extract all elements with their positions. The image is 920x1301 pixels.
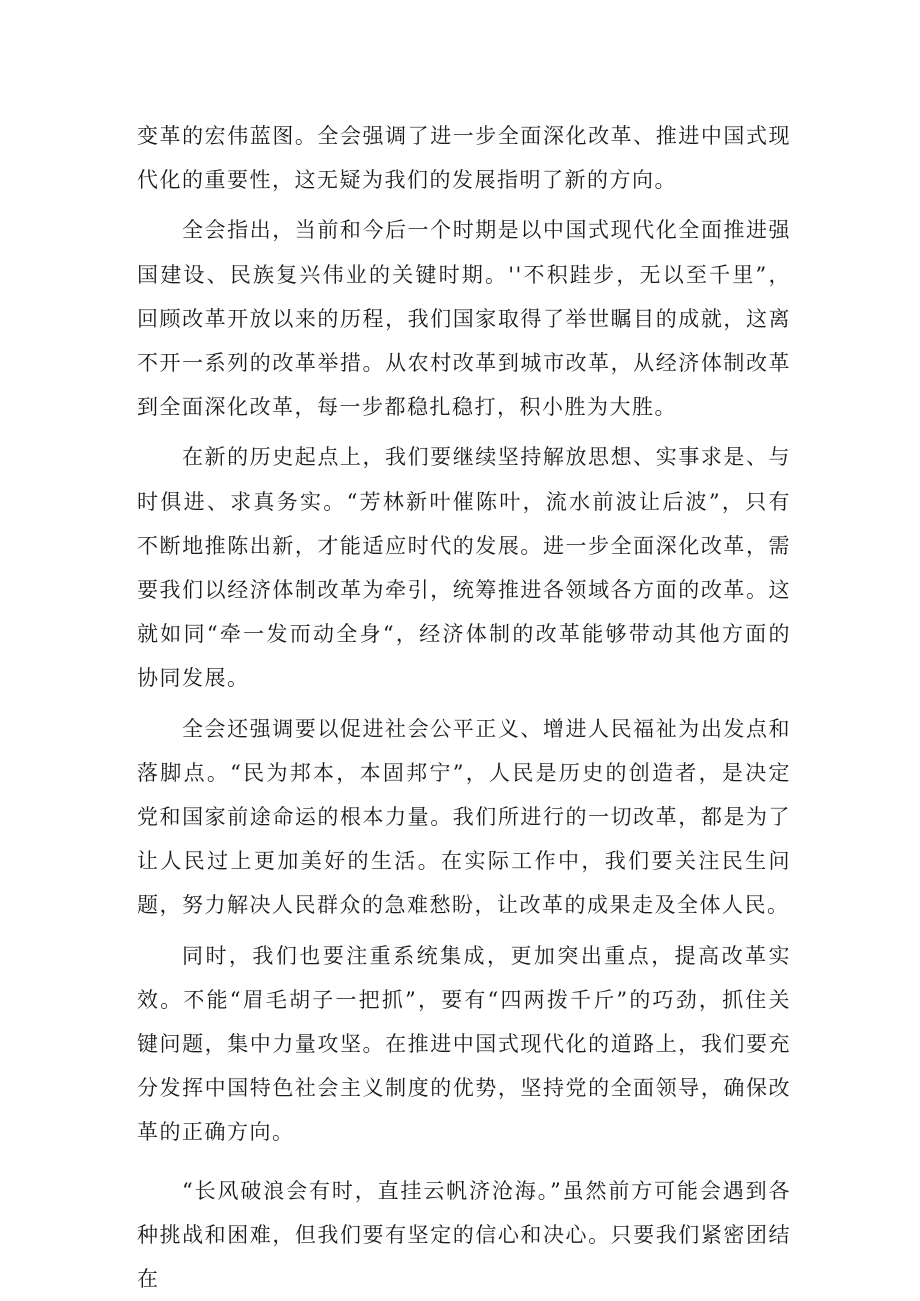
- paragraph-5: 同时，我们也要注重系统集成，更加突出重点，提高改革实效。不能“眉毛胡子一把抓”，要有“四两拨千斤”的巧劲，抓住关键问题，集中力量攻坚。在推进中国式现代化的道路上，我们要充分发挥中国特色社会主义制度的优势，坚持党的全面领导，确保改革的正确方向。: [137, 943, 791, 1145]
- paragraph-4: 全会还强调要以促进社会公平正义、增进人民福祉为出发点和落脚点。“民为邦本，本固邦宁”，人民是历史的创造者，是决定党和国家前途命运的根本力量。我们所进行的一切改革，都是为了让人民过上更加美好的生活。在实际工作中，我们要关注民生问题，努力解决人民群众的急难愁盼，让改革的成果走及全体人民。: [137, 716, 791, 918]
- paragraph-3: 在新的历史起点上，我们要继续坚持解放思想、实事求是、与时俱进、求真务实。“芳林新叶催陈叶，流水前波让后波”，只有不断地推陈出新，才能适应时代的发展。进一步全面深化改革，需要我们以经济体制改革为牵引，统筹推进各领域各方面的改革。这就如同“牵一发而动全身“，经济体制的改革能够带动其他方面的协同发展。: [137, 445, 791, 691]
- paragraph-6: “长风破浪会有时，直挂云帆济沧海。”虽然前方可能会遇到各种挑战和困难，但我们要有坚定的信心和决心。只要我们紧密团结在: [137, 1178, 791, 1292]
- document-page: [137, 114, 791, 1301]
- paragraph-1: 变革的宏伟蓝图。全会强调了进一步全面深化改革、推进中国式现代化的重要性，这无疑为我们的发展指明了新的方向。: [137, 124, 791, 193]
- paragraph-2: 全会指出，当前和今后一个时期是以中国式现代化全面推进强国建设、民族复兴伟业的关键时期。''不积跬步，无以至千里”，回顾改革开放以来的历程，我们国家取得了举世瞩目的成就，这离不开一系列的改革举措。从农村改革到城市改革，从经济体制改革到全面深化改革，每一步都稳扎稳打，积小胜为大胜。: [137, 218, 791, 420]
